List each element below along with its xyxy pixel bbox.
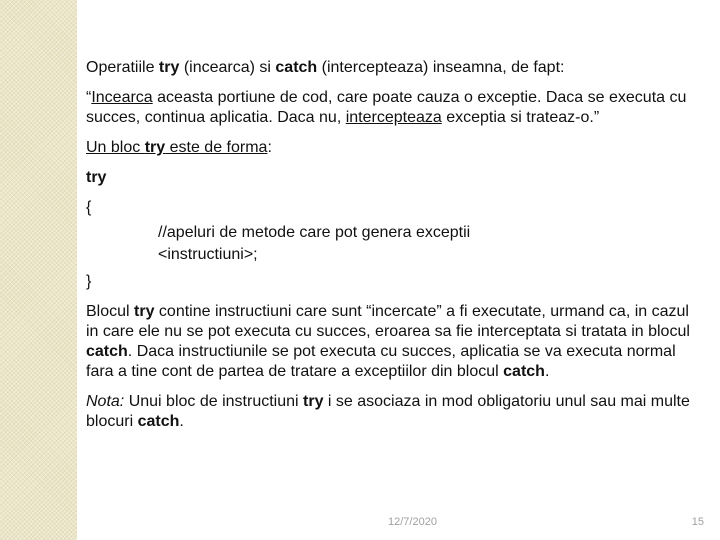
footer-date: 12/7/2020 (388, 516, 437, 528)
keyword-try: try (144, 139, 166, 156)
form-heading-colon: : (267, 139, 272, 156)
keyword-try: try (134, 303, 155, 320)
note-label: Nota: (86, 393, 125, 410)
code-comment: //apeluri de metode care pot genera exceptii (158, 224, 471, 241)
code-keyword-line (86, 168, 701, 188)
code-instructions: <instructiuni>; (158, 246, 258, 263)
explain-text: Blocul (86, 303, 135, 320)
decorative-side-strip (0, 0, 77, 540)
code-body (158, 222, 701, 266)
explanation-paragraph (86, 302, 701, 382)
slide-body (86, 58, 701, 442)
intro-paragraph (86, 58, 701, 78)
close-brace: } (86, 273, 92, 290)
keyword-catch: catch (275, 59, 318, 76)
keyword-catch: catch (137, 413, 180, 430)
keyword-try: try (303, 393, 324, 410)
code-close-brace (86, 272, 701, 292)
intro-text: (incearca) si (179, 59, 276, 76)
quote-text: aceasta portiune de cod, care poate cauza o exceptie. Daca se executa cu succes, continua aplicatia. Daca nu, (86, 89, 687, 126)
underlined-intercepteaza: intercepteaza (345, 109, 442, 126)
keyword-catch: catch (86, 343, 128, 360)
form-heading (86, 138, 701, 158)
keyword-catch: catch (503, 363, 545, 380)
note-text: Unui bloc de instructiuni (124, 393, 304, 410)
code-try-keyword: try (86, 169, 107, 186)
note-text: i se asociaza in mod obligatoriu unul sau mai multe blocuri (86, 393, 690, 430)
explain-text: . (544, 363, 550, 380)
form-heading-text: Un bloc (86, 139, 145, 156)
explain-text: . Daca instructiunile se pot executa cu succes, aplicatia se va executa normal fara a tine cont de partea de tratare a exceptiilor din blocul (86, 343, 676, 380)
explain-text: contine instructiuni care sunt “incercate” a fi executate, urmand ca, in cazul in care ele nu se pot executa cu succes, eroarea sa fie interceptata si tratata in blocul (86, 303, 690, 340)
quote-text: exceptia si trateaz-o.” (441, 109, 600, 126)
note-text: . (179, 413, 184, 430)
code-open-brace (86, 198, 701, 218)
form-heading-text: este de forma (165, 139, 268, 156)
open-brace: { (86, 199, 92, 216)
keyword-try: try (158, 59, 180, 76)
page-number: 15 (691, 516, 704, 528)
underlined-incearca: Incearca (91, 89, 153, 106)
quote-paragraph (86, 88, 701, 128)
intro-text: Operatiile (86, 59, 159, 76)
quote-text: “ (86, 89, 92, 106)
intro-text: (intercepteaza) inseamna, de fapt: (317, 59, 565, 76)
note-paragraph (86, 392, 701, 432)
